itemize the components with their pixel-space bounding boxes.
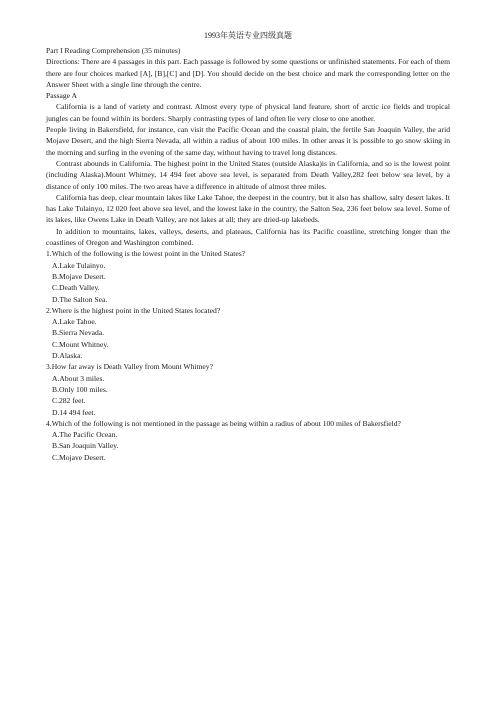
answer-option: D.14 494 feet. — [52, 407, 96, 417]
answer-option: B.Only 100 miles. — [52, 384, 108, 394]
passage-paragraph: California has deep, clear mountain lakes like Lake Tahoe, the deepest in the country, but it also has shallow, salty desert lakes. It has Lake Tulainyo, 12 020 feet above sea level, and the lowest lake in the country, the Salton Sea, 236 feet below sea level. Some of its lakes, like Owens Lake in Death Valley, are not lakes at all; they are dried-up lakebeds. — [46, 192, 450, 225]
answer-option: C.Mount Whitney. — [52, 339, 109, 349]
question-stem: 3.How far away is Death Valley from Mount Whitney? — [46, 362, 213, 372]
answer-option: A.Lake Tahoe. — [52, 317, 97, 327]
passage-paragraph: People living in Bakersfield, for instance, can visit the Pacific Ocean and the coastal plain, the fertile San Joaquin Valley, the arid Mojave Desert, and the high Sierra Nevada, all within a radius of about 100 miles. In other areas it is possible to go snow skiing in the morning and surfing in the evening of the same day, without having to travel long distances. — [46, 125, 450, 157]
passage-label: Passage A — [46, 91, 78, 101]
question-stem: 2.Where is the highest point in the United States located? — [46, 305, 221, 315]
passage-paragraph: Contrast abounds in California. The highest point in the United States (outside Alaska)is in California, and so is the lowest point (including Alaska).Mount Whitney, 14 494 feet above sea level, is separated from Death Valley,282 feet below sea level, by a distance of only 100 miles. The two areas have a difference in altitude of almost three miles. — [46, 158, 450, 191]
directions-text: Directions: There are 4 passages in this part. Each passage is followed by some questions or unfinished statements. For each of them there are four choices marked [A], [B],[C] and [D]. You should decide on the best choice and mark the corresponding letter on the Answer Sheet with a single line through the centre. — [46, 57, 450, 89]
passage-paragraph: In addition to mountains, lakes, valleys, deserts, and plateaus, California has its Pacific coastline, stretching longer than the coastlines of Oregon and Washington combined. — [46, 226, 450, 248]
answer-option: C.Death Valley. — [52, 283, 100, 293]
part-heading: Part I Reading Comprehension (35 minutes) — [46, 46, 181, 55]
answer-option: D.The Salton Sea. — [52, 294, 108, 304]
document-title: 1993年英语专业四级真题 — [204, 31, 292, 40]
passage-paragraph: California is a land of variety and contrast. Almost every type of physical land feature, short of arctic ice fields and tropical jungles can be found within its borders. Sharply contrasting types of land often lie very close to one another. — [46, 102, 450, 123]
answer-option: B.Mojave Desert. — [52, 271, 106, 281]
answer-option: D.Alaska. — [52, 351, 83, 361]
answer-option: A.The Pacific Ocean. — [52, 430, 118, 440]
answer-option: C.282 feet. — [52, 396, 86, 406]
answer-option: C.Mojave Desert. — [52, 452, 106, 462]
question-stem: 1.Which of the following is the lowest point in the United States? — [46, 249, 246, 259]
answer-option: B.Sierra Nevada. — [52, 328, 105, 338]
question-stem: 4.Which of the following is not mentioned in the passage as being within a radius of about 100 miles of Bakersfield? — [46, 418, 401, 428]
answer-option: A.Lake Tulainyo. — [52, 260, 106, 270]
answer-option: A.About 3 miles. — [52, 373, 105, 383]
answer-option: B.San Joaquin Valley. — [52, 441, 119, 451]
